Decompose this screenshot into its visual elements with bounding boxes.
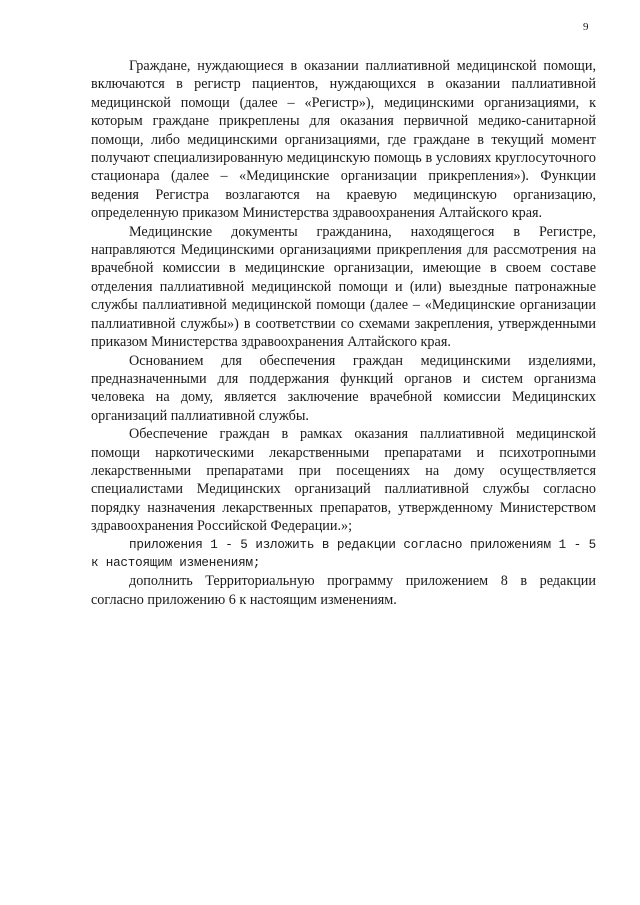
paragraph-appendix-addition: дополнить Территориальную программу приложением 8 в редакции согласно приложению 6 к настоящим изменениям. bbox=[91, 573, 596, 608]
paragraph-narcotic-drugs: Обеспечение граждан в рамках оказания паллиативной медицинской помощи наркотическими лекарственными препаратами и психотропными лекарственными препаратами при посещениях на дому осуществляется специалистами Медицинских организаций паллиативной службы согласно порядку назначения лекарственных препаратов, утвержденному Министерством здравоохранения Российской Федерации.»; bbox=[91, 426, 596, 535]
document-body bbox=[91, 57, 596, 609]
page-number: 9 bbox=[583, 21, 589, 33]
paragraph-medical-devices: Основанием для обеспечения граждан медицинскими изделиями, предназначенными для поддержания функций органов и систем организма человека на дому, является заключение врачебной комиссии Медицинских организаций паллиативной службы. bbox=[91, 352, 596, 424]
paragraph-medical-documents: Медицинские документы гражданина, находящегося в Регистре, направляются Медицинскими организациями прикрепления для рассмотрения на врачебной комиссии в медицинские организации, имеющие в своем составе отделения паллиативной медицинской помощи и (или) выездные патронажные службы паллиативной медицинской помощи (далее – «Медицинские организации паллиативной службы») в соответствии со схемами закрепления, утвержденными приказом Министерства здравоохранения Алтайского края. bbox=[91, 223, 596, 351]
paragraph-registry: Граждане, нуждающиеся в оказании паллиативной медицинской помощи, включаются в регистр пациентов, нуждающихся в оказании паллиативной медицинской помощи (далее – «Регистр»), медицинскими организациями, к которым граждане прикреплены для оказания первичной медико-санитарной помощи, либо медицинскими организациями, где граждане в текущий момент получают специализированную медицинскую помощь в условиях круглосуточного стационара (далее – «Медицинские организации прикрепления»). Функции ведения Регистра возлагаются на краевую медицинскую организацию, определенную приказом Министерства здравоохранения Алтайского края. bbox=[91, 58, 596, 222]
paragraph-appendices-amendment: приложения 1 - 5 изложить в редакции согласно приложениям 1 - 5 к настоящим изменениям; bbox=[91, 537, 596, 570]
